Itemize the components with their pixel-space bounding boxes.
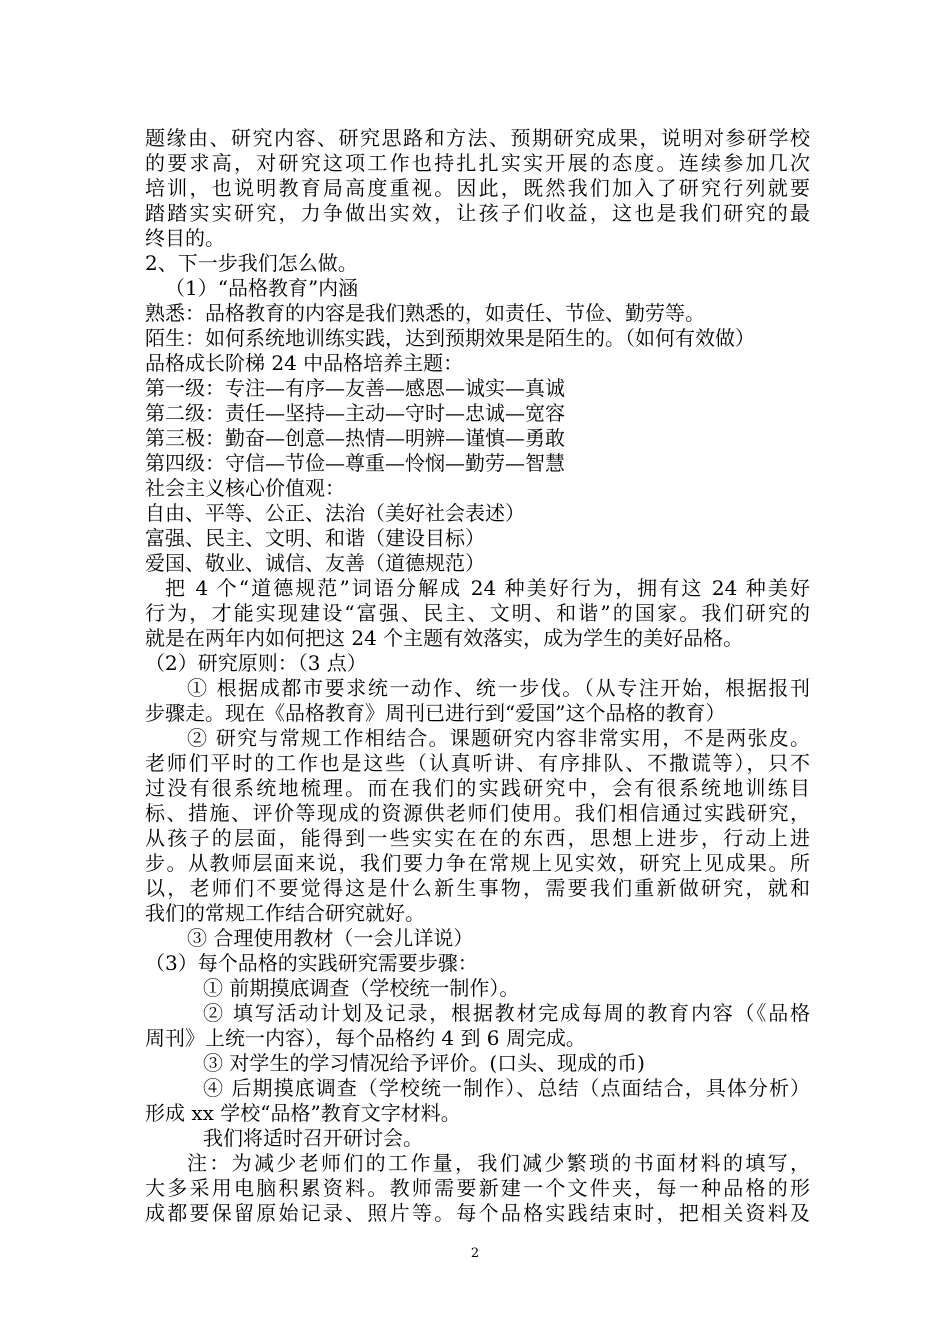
- text-line: 大多采用电脑积累资料。教师需要新建一个文件夹，每一种品格的形: [145, 1176, 810, 1200]
- text-line: 第二级：责任—坚持—主动—守时—忠诚—宽容: [145, 401, 565, 425]
- text-line: （1）“品格教育”内涵: [165, 276, 359, 300]
- text-line: 从孩子的层面，能得到一些实实在在的东西，思想上进步，行动上进: [145, 826, 810, 850]
- text-line: 形成 xx 学校“品格”教育文字材料。: [145, 1101, 461, 1125]
- text-line: 熟悉：品格教育的内容是我们熟悉的，如责任、节俭、勤劳等。: [145, 301, 705, 325]
- text-line: 的要求高，对研究这项工作也持扎扎实实开展的态度。连续参加几次: [145, 151, 810, 175]
- text-line: 老师们平时的工作也是这些（认真听讲、有序排队、不撒谎等），只不: [145, 751, 810, 775]
- text-line: 成都要保留原始记录、照片等。每个品格实践结束时，把相关资料及: [145, 1201, 810, 1225]
- text-line: （2）研究原则：（3 点）: [145, 651, 367, 675]
- text-line: 行为，才能实现建设“富强、民主、文明、和谐”的国家。我们研究的: [145, 601, 810, 625]
- text-line: ② 填写活动计划及记录，根据教材完成每周的教育内容（《品格: [203, 1001, 810, 1025]
- text-line: 富强、民主、文明、和谐（建设目标）: [145, 526, 485, 550]
- document-body: [145, 126, 810, 1226]
- text-line: 第四级：守信—节俭—尊重—怜悯—勤劳—智慧: [145, 451, 565, 475]
- text-line: ② 研究与常规工作相结合。课题研究内容非常实用，不是两张皮。: [187, 726, 810, 750]
- text-line: 我们将适时召开研讨会。: [203, 1126, 423, 1150]
- text-line: 注：为减少老师们的工作量，我们减少繁琐的书面材料的填写，: [187, 1151, 810, 1175]
- text-line: 踏踏实实研究，力争做出实效，让孩子们收益，这也是我们研究的最: [145, 201, 810, 225]
- text-line: （3）每个品格的实践研究需要步骤：: [145, 951, 478, 975]
- text-line: 步骤走。现在《品格教育》周刊已进行到“爱国”这个品格的教育）: [145, 701, 726, 725]
- text-line: 标、措施、评价等现成的资源供老师们使用。我们相信通过实践研究，: [145, 801, 810, 825]
- text-line: ④ 后期摸底调查（学校统一制作）、总结（点面结合，具体分析）: [203, 1076, 810, 1100]
- text-line: 培训，也说明教育局高度重视。因此，既然我们加入了研究行列就要: [145, 176, 810, 200]
- text-line: 把 4 个“道德规范”词语分解成 24 种美好行为，拥有这 24 种美好: [165, 576, 810, 600]
- text-line: ① 前期摸底调查（学校统一制作）。: [203, 976, 520, 1000]
- text-line: 我们的常规工作结合研究就好。: [145, 901, 425, 925]
- text-line: 品格成长阶梯 24 中品格培养主题：: [145, 351, 464, 375]
- page-number: 2: [470, 1246, 480, 1261]
- text-line: 以，老师们不要觉得这是什么新生事物，需要我们重新做研究，就和: [145, 876, 810, 900]
- text-line: 第一级：专注—有序—友善—感恩—诚实—真诚: [145, 376, 565, 400]
- text-line: ③ 合理使用教材（一会儿详说）: [187, 926, 474, 950]
- text-line: 2、下一步我们怎么做。: [145, 251, 358, 275]
- text-line: ① 根据成都市要求统一动作、统一步伐。（从专注开始，根据报刊: [187, 676, 810, 700]
- text-line: 题缘由、研究内容、研究思路和方法、预期研究成果，说明对参研学校: [145, 126, 810, 150]
- text-line: ③ 对学生的学习情况给予评价。(口头、现成的币): [203, 1051, 645, 1075]
- text-line: 自由、平等、公正、法治（美好社会表述）: [145, 501, 525, 525]
- text-line: 终目的。: [145, 226, 225, 250]
- text-line: 就是在两年内如何把这 24 个主题有效落实，成为学生的美好品格。: [145, 626, 744, 650]
- text-line: 爱国、敬业、诚信、友善（道德规范）: [145, 551, 485, 575]
- text-line: 社会主义核心价值观：: [145, 476, 345, 500]
- text-line: 陌生：如何系统地训练实践，达到预期效果是陌生的。（如何有效做）: [145, 326, 755, 350]
- text-line: 周刊》上统一内容），每个品格约 4 到 6 周完成。: [145, 1026, 586, 1050]
- text-line: 过没有很系统地梳理。而在我们的实践研究中，会有很系统地训练目: [145, 776, 810, 800]
- text-line: 第三极：勤奋—创意—热情—明辨—谨慎—勇敢: [145, 426, 565, 450]
- text-line: 步。从教师层面来说，我们要力争在常规上见实效，研究上见成果。所: [145, 851, 810, 875]
